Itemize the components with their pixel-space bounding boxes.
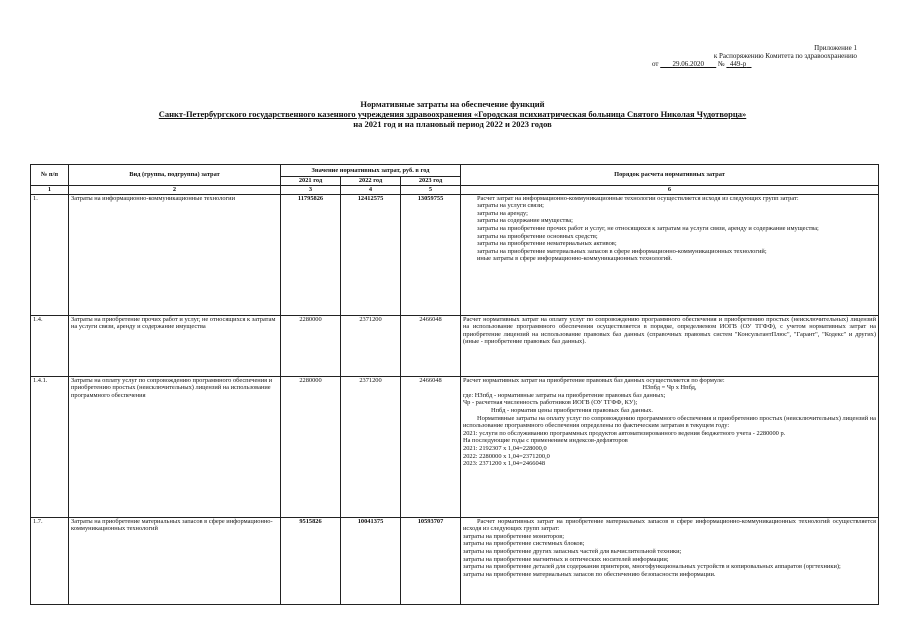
colnum: 5 bbox=[401, 185, 461, 194]
row-num: 1.4.1. bbox=[31, 376, 69, 517]
annex-from-label: от bbox=[652, 60, 659, 68]
row-num: 1.4. bbox=[31, 315, 69, 376]
annex-date: 29.06.2020 bbox=[672, 60, 704, 68]
row-type: Затраты на приобретение материальных запасов в сфере информационно-коммуникационных технологий bbox=[69, 517, 281, 604]
method-line: Расчет нормативных затрат на оплату услуг по сопровождению программного обеспечения и приобретению простых (неисключительных) лицензий на использование программного обеспечения осуществляется в порядке, определяемом ИОГВ (ОУ ТГФФ), с учетом нормативных затрат на приобретение лицензий на использование правовых баз данных (справочных правовых систем "КонсультантПлюс", "Гарант", "Кодекс" и других) (иные - приобретение правовых баз данных). bbox=[463, 315, 876, 346]
method-line: затраты на аренду; bbox=[477, 209, 528, 217]
method-line: где: НЗпбд - нормативные затраты на приобретение правовых баз данных; bbox=[463, 391, 666, 399]
method-line: Нормативные затраты на оплату услуг по сопровождению программного обеспечения и приобретению простых (неисключительных) лицензий на использование программного обеспечения определены по фактическим затратам в текущем году: bbox=[463, 414, 876, 430]
annex-block bbox=[652, 44, 857, 68]
table-header-row bbox=[31, 165, 879, 177]
method-formula: НЗпбд = Чр х Нпбд, bbox=[642, 384, 697, 392]
header-2022: 2022 год bbox=[341, 177, 401, 186]
annex-number-label: № bbox=[717, 60, 725, 68]
row-2022: 2371200 bbox=[341, 376, 401, 517]
row-method bbox=[461, 194, 879, 315]
row-2023: 2466048 bbox=[401, 315, 461, 376]
header-2021: 2021 год bbox=[281, 177, 341, 186]
row-2023: 13059755 bbox=[401, 194, 461, 315]
method-line: Расчет нормативных затрат на приобретение правовых баз данных осуществляется по формуле: bbox=[463, 376, 725, 384]
method-line: Чр - расчетная численность работников ИОГВ (ОУ ТГФФ, КУ); bbox=[463, 399, 638, 407]
method-line: затраты на приобретение прочих работ и услуг, не относящихся к затратам на услуги связи, аренду и содержание имущества; bbox=[477, 224, 819, 232]
row-2021: 2280000 bbox=[281, 315, 341, 376]
header-num: № п/п bbox=[31, 165, 69, 186]
annex-subtitle: к Распоряжению Комитета по здравоохранению bbox=[713, 52, 857, 60]
method-line: иные затраты в сфере информационно-коммуникационных технологий. bbox=[477, 255, 673, 263]
row-method bbox=[461, 315, 879, 376]
method-line: затраты на приобретение мониторов; bbox=[463, 532, 565, 540]
colnum: 3 bbox=[281, 185, 341, 194]
row-2022: 10041375 bbox=[341, 517, 401, 604]
method-line: затраты на приобретение нематериальных активов; bbox=[477, 240, 617, 248]
row-2021: 9515826 bbox=[281, 517, 341, 604]
method-line: затраты на приобретение основных средств; bbox=[477, 232, 598, 240]
table-row bbox=[31, 315, 879, 376]
table-row bbox=[31, 194, 879, 315]
method-line: затраты на приобретение деталей для содержания принтеров, многофункциональных устройств и копировальных аппаратов (оргтехники); bbox=[463, 563, 841, 571]
method-line: затраты на приобретение других запасных частей для вычислительной техники; bbox=[463, 547, 682, 555]
annex-title: Приложение 1 bbox=[814, 44, 857, 52]
row-2022: 12412575 bbox=[341, 194, 401, 315]
method-line: 2021: 2192307 х 1,04=228000,0 bbox=[463, 444, 547, 452]
method-line: 2022: 2280000 х 1,04=2371200,0 bbox=[463, 452, 550, 460]
annex-date-line bbox=[652, 60, 857, 68]
doc-organization: Санкт-Петербургского государственного казенного учреждения здравоохранения «Городская психиатрическая больница Святого Николая Чудотворца» bbox=[158, 109, 747, 119]
method-line: затраты на приобретение системных блоков; bbox=[463, 540, 585, 548]
method-line: На последующие годы с применением индексов-дефляторов bbox=[463, 437, 628, 445]
method-line: Расчет нормативных затрат на приобретение материальных запасов в сфере информационно-коммуникационных технологий осуществляется исходя из следующих групп затрат: bbox=[463, 517, 876, 533]
header-value: Значение нормативных затрат, руб. в год bbox=[281, 165, 461, 177]
row-2022: 2371200 bbox=[341, 315, 401, 376]
doc-title: Нормативные затраты на обеспечение функций bbox=[360, 99, 545, 109]
colnum: 1 bbox=[31, 185, 69, 194]
table-row bbox=[31, 376, 879, 517]
header-2023: 2023 год bbox=[401, 177, 461, 186]
method-line: Нпбд - норматив цены приобретения правовых баз данных. bbox=[491, 406, 653, 414]
method-line: 2021: услуги по обслуживанию программных продуктов автоматизированного ведения бюджетного учета - 2280000 р. bbox=[463, 429, 786, 437]
row-type: Затраты на оплату услуг по сопровождению программного обеспечения и приобретению простых (неисключительных) лицензий на использование программного обеспечения bbox=[69, 376, 281, 517]
header-type: Вид (группа, подгруппа) затрат bbox=[69, 165, 281, 186]
row-2023: 10593707 bbox=[401, 517, 461, 604]
method-line: затраты на приобретение магнитных и оптических носителей информации; bbox=[463, 555, 669, 563]
row-num: 1.7. bbox=[31, 517, 69, 604]
method-line: 2023: 2371200 х 1,04=2466048 bbox=[463, 460, 546, 468]
doc-period: на 2021 год и на плановый период 2022 и 2023 годов bbox=[353, 119, 552, 129]
row-2023: 2466048 bbox=[401, 376, 461, 517]
colnum: 4 bbox=[341, 185, 401, 194]
colnum: 2 bbox=[69, 185, 281, 194]
row-method bbox=[461, 517, 879, 604]
table-colnum-row bbox=[31, 185, 879, 194]
row-type: Затраты на приобретение прочих работ и услуг, не относящихся к затратам на услуги связи, аренду и содержание имущества bbox=[69, 315, 281, 376]
colnum: 6 bbox=[461, 185, 879, 194]
method-line: затраты на услуги связи; bbox=[477, 202, 544, 210]
method-line: затраты на содержание имущества; bbox=[477, 217, 573, 225]
row-num: 1. bbox=[31, 194, 69, 315]
costs-table bbox=[30, 164, 879, 605]
row-type: Затраты на информационно-коммуникационные технологии bbox=[69, 194, 281, 315]
annex-number: 449-р bbox=[729, 60, 747, 68]
method-line: затраты на приобретение материальных запасов по обеспечению безопасности информации. bbox=[463, 570, 716, 578]
table-row bbox=[31, 517, 879, 604]
row-method bbox=[461, 376, 879, 517]
row-2021: 2280000 bbox=[281, 376, 341, 517]
row-2021: 11795826 bbox=[281, 194, 341, 315]
method-line: затраты на приобретение материальных запасов в сфере информационно-коммуникационных технологий; bbox=[477, 247, 767, 255]
header-method: Порядок расчета нормативных затрат bbox=[461, 165, 879, 186]
method-line: Расчет затрат на информационно-коммуникационные технологии осуществляется исходя из следующих групп затрат: bbox=[477, 194, 799, 202]
